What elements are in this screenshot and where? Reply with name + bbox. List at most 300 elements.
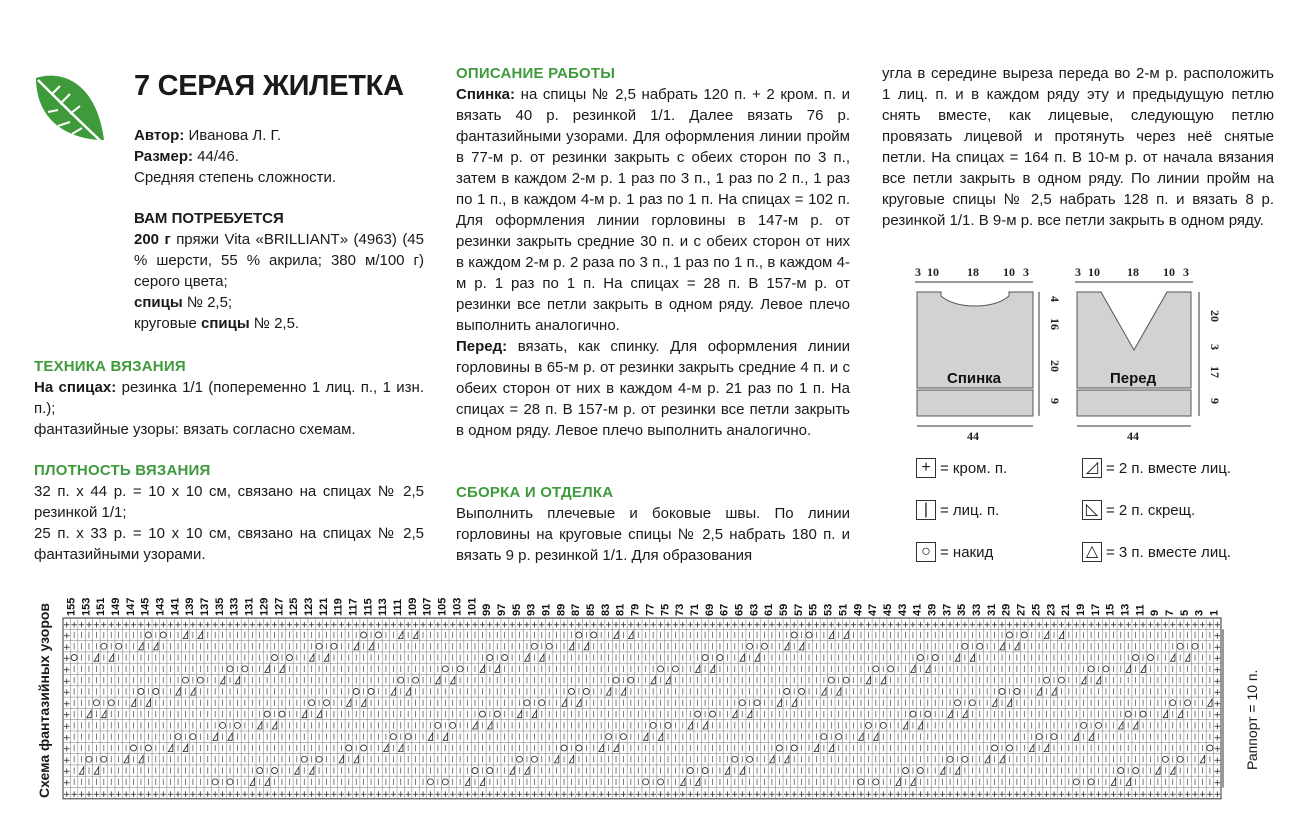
- legend-yarn-over: ○ = накид: [916, 542, 993, 562]
- back-side-dim-1: 4: [1048, 296, 1062, 302]
- chart-selvage-symbol: +: [827, 789, 836, 800]
- chart-selvage-symbol: +: [396, 620, 405, 631]
- chart-selvage-symbol: +: [1065, 789, 1073, 800]
- chart-selvage-symbol: +: [359, 620, 368, 631]
- chart-column-number: 35: [956, 603, 969, 616]
- chart-selvage-symbol: +: [159, 620, 167, 631]
- chart-column-number: 5: [1178, 609, 1191, 616]
- chart-selvage-symbol: +: [486, 620, 494, 631]
- chart-selvage-symbol: +: [77, 789, 86, 800]
- legend-selvage: + = кром. п.: [916, 458, 1007, 478]
- chart-selvage-symbol: +: [768, 789, 776, 800]
- chart-column-number: 155: [65, 597, 78, 616]
- chart-selvage-symbol: +: [1079, 789, 1088, 800]
- chart-selvage-symbol: +: [1102, 789, 1110, 800]
- chart-selvage-symbol: +: [716, 620, 724, 631]
- chart-selvage-symbol: +: [1139, 789, 1147, 800]
- chart-selvage-symbol: +: [886, 620, 895, 631]
- chart-selvage-symbol: +: [293, 620, 301, 631]
- chart-selvage-symbol: +: [1072, 789, 1081, 800]
- chart-selvage-symbol: +: [1117, 789, 1125, 800]
- chart-selvage-symbol: +: [983, 620, 991, 631]
- chart-selvage-symbol: +: [1139, 620, 1147, 631]
- chart-selvage-symbol: +: [634, 620, 643, 631]
- author-label: Автор:: [134, 127, 185, 144]
- back-side-dim-3: 20: [1048, 360, 1062, 372]
- circle-icon: ○: [916, 542, 936, 562]
- front-side-dim-2: 3: [1208, 344, 1222, 350]
- circular-value: № 2,5.: [249, 315, 300, 332]
- chart-selvage-symbol: +: [1035, 620, 1043, 631]
- chart-selvage-symbol: +: [968, 789, 977, 800]
- front-dim-top-1: 3: [1075, 265, 1081, 279]
- chart-selvage-symbol: +: [745, 789, 754, 800]
- chart-column-number: 37: [941, 603, 954, 616]
- chart-selvage-symbol: +: [189, 789, 197, 800]
- chart-selvage-symbol: +: [233, 620, 242, 631]
- chart-column-number: 63: [748, 603, 761, 616]
- chart-selvage-symbol: +: [189, 620, 197, 631]
- chart-selvage-symbol: +: [604, 789, 613, 800]
- chart-selvage-symbol: +: [144, 789, 153, 800]
- chart-selvage-symbol: +: [723, 620, 732, 631]
- chart-selvage-symbol: +: [508, 620, 516, 631]
- chart-selvage-symbol: +: [62, 665, 71, 676]
- plus-icon: +: [916, 458, 936, 478]
- technique-section: [34, 356, 424, 440]
- chart-selvage-symbol: +: [523, 620, 531, 631]
- chart-selvage-symbol: +: [322, 620, 331, 631]
- chart-selvage-symbol: +: [627, 789, 635, 800]
- chart-selvage-symbol: +: [641, 789, 650, 800]
- triangle-icon: △: [1082, 542, 1102, 562]
- chart-selvage-symbol: +: [248, 789, 257, 800]
- chart-selvage-symbol: +: [196, 789, 205, 800]
- chart-column-number: 45: [881, 603, 894, 616]
- chart-column-number: 55: [807, 603, 820, 616]
- chart-selvage-symbol: +: [486, 789, 494, 800]
- chart-selvage-symbol: +: [664, 789, 672, 800]
- chart-selvage-symbol: +: [812, 620, 821, 631]
- front-bottom-dim: 44: [1127, 429, 1139, 443]
- chart-selvage-symbol: +: [382, 620, 390, 631]
- chart-selvage-symbol: +: [693, 620, 702, 631]
- chart-selvage-symbol: +: [456, 620, 464, 631]
- author-value: Иванова Л. Г.: [184, 127, 281, 144]
- chart-column-number: 105: [436, 597, 449, 616]
- chart-selvage-symbol: +: [679, 620, 687, 631]
- chart-selvage-symbol: +: [85, 620, 93, 631]
- chart-selvage-symbol: +: [589, 789, 598, 800]
- chart-selvage-symbol: +: [62, 654, 71, 665]
- chart-selvage-symbol: +: [441, 789, 450, 800]
- chart-selvage-symbol: +: [916, 789, 925, 800]
- chart-selvage-symbol: +: [441, 620, 450, 631]
- chart-selvage-symbol: +: [85, 789, 93, 800]
- chart-column-number: 77: [644, 603, 657, 616]
- back-side-dim-4: 9: [1048, 398, 1062, 404]
- chart-selvage-symbol: +: [857, 620, 865, 631]
- chart-selvage-symbol: +: [656, 620, 665, 631]
- chart-column-number: 71: [688, 603, 701, 616]
- chart-selvage-symbol: +: [790, 620, 798, 631]
- front-dim-top-5: 3: [1183, 265, 1189, 279]
- chart-selvage-symbol: +: [1161, 789, 1170, 800]
- chart-selvage-symbol: +: [374, 620, 383, 631]
- chart-selvage-symbol: +: [478, 620, 487, 631]
- chart-selvage-symbol: +: [753, 789, 761, 800]
- assembly-continuation: [882, 63, 1274, 231]
- chart-selvage-symbol: +: [203, 789, 212, 800]
- chart-column-number: 137: [199, 597, 212, 616]
- chart-column-number: 39: [926, 603, 939, 616]
- chart-selvage-symbol: +: [1146, 789, 1155, 800]
- chart-selvage-symbol: +: [879, 620, 888, 631]
- chart-selvage-symbol: +: [805, 620, 813, 631]
- chart-selvage-symbol: +: [797, 620, 806, 631]
- chart-selvage-symbol: +: [1050, 620, 1058, 631]
- chart-column-number: 91: [540, 603, 553, 616]
- chart-column-number: 27: [1015, 603, 1028, 616]
- chart-selvage-symbol: +: [1005, 620, 1014, 631]
- chart-selvage-symbol: +: [1183, 789, 1192, 800]
- chart-selvage-symbol: +: [768, 620, 776, 631]
- chart-selvage-symbol: +: [879, 789, 888, 800]
- chart-selvage-symbol: +: [745, 620, 754, 631]
- chart-selvage-symbol: +: [241, 620, 249, 631]
- chart-selvage-symbol: +: [411, 789, 420, 800]
- chart-selvage-symbol: +: [530, 789, 539, 800]
- chart-column-number: 123: [302, 597, 315, 616]
- chart-column-number: 107: [421, 597, 434, 616]
- chart-selvage-symbol: +: [114, 789, 123, 800]
- circular-prefix: круговые: [134, 315, 201, 332]
- chart-selvage-symbol: +: [886, 789, 895, 800]
- chart-selvage-symbol: +: [315, 789, 323, 800]
- chart-column-number: 17: [1089, 603, 1102, 616]
- chart-selvage-symbol: +: [894, 789, 902, 800]
- chart-selvage-symbol: +: [330, 789, 338, 800]
- chart-selvage-symbol: +: [1154, 789, 1162, 800]
- chart-column-number: 89: [555, 603, 568, 616]
- density-line-1: 32 п. х 44 р. = 10 х 10 см, связано на спицах № 2,5 резинкой 1/1;: [34, 483, 424, 521]
- chart-selvage-symbol: +: [1027, 789, 1036, 800]
- needles-value: № 2,5;: [182, 294, 233, 311]
- chart-selvage-symbol: +: [1094, 789, 1103, 800]
- chart-selvage-symbol: +: [901, 620, 910, 631]
- chart-selvage-symbol: +: [664, 620, 672, 631]
- chart-selvage-symbol: +: [931, 789, 939, 800]
- chart-selvage-symbol: +: [1065, 620, 1073, 631]
- chart-selvage-symbol: +: [122, 789, 130, 800]
- chart-selvage-symbol: +: [582, 620, 591, 631]
- chart-selvage-symbol: +: [567, 620, 576, 631]
- chart-selvage-symbol: +: [1213, 755, 1222, 766]
- legend-k3tog: △ = 3 п. вместе лиц.: [1082, 542, 1231, 562]
- chart-selvage-symbol: +: [374, 789, 383, 800]
- legend-k2tog: ◿ = 2 п. вместе лиц.: [1082, 458, 1231, 478]
- chart-selvage-symbol: +: [1131, 789, 1140, 800]
- chart-selvage-symbol: +: [62, 631, 71, 642]
- chart-selvage-symbol: +: [924, 789, 932, 800]
- chart-selvage-symbol: +: [649, 620, 657, 631]
- chart-selvage-symbol: +: [1191, 789, 1199, 800]
- chart-column-number: 43: [896, 603, 909, 616]
- chart-selvage-symbol: +: [352, 620, 360, 631]
- assembly-text: Выполнить плечевые и боковые швы. По линии горловины на круговые спицы № 2,5 набрать 180 п. и вязать 9 р. резинкой 1/1. Для образования: [456, 505, 850, 564]
- chart-selvage-symbol: +: [129, 620, 138, 631]
- chart-selvage-symbol: +: [1213, 722, 1222, 732]
- chart-selvage-symbol: +: [1124, 620, 1132, 631]
- chart-selvage-symbol: +: [731, 620, 739, 631]
- chart-selvage-symbol: +: [62, 744, 71, 755]
- chart-selvage-symbol: +: [62, 642, 71, 653]
- chart-selvage-symbol: +: [1213, 733, 1222, 744]
- chart-selvage-symbol: +: [864, 620, 873, 631]
- chart-column-number: 15: [1104, 603, 1117, 616]
- chart-column-number: 145: [139, 597, 152, 616]
- chart-selvage-symbol: +: [552, 620, 561, 631]
- chart-selvage-symbol: +: [1154, 620, 1162, 631]
- chart-column-number: 87: [570, 603, 583, 616]
- chart-column-number: 49: [852, 603, 865, 616]
- back-dim-top-3: 18: [967, 265, 979, 279]
- chart-selvage-symbol: +: [100, 620, 108, 631]
- back-label: Спинка: [947, 370, 1002, 387]
- chart-column-number: 125: [288, 597, 301, 616]
- chart-selvage-symbol: +: [916, 620, 925, 631]
- chart-selvage-symbol: +: [523, 789, 531, 800]
- chart-selvage-symbol: +: [656, 789, 665, 800]
- chart-selvage-symbol: +: [701, 620, 709, 631]
- chart-selvage-symbol: +: [434, 620, 442, 631]
- chart-selvage-symbol: +: [426, 789, 435, 800]
- chart-selvage-symbol: +: [203, 620, 212, 631]
- chart-column-number: 19: [1074, 603, 1087, 616]
- article-title: 7 СЕРАЯ ЖИЛЕТКА: [134, 70, 404, 102]
- chart-selvage-symbol: +: [998, 789, 1006, 800]
- chart-selvage-symbol: +: [567, 789, 576, 800]
- chart-selvage-symbol: +: [924, 620, 932, 631]
- chart-selvage-symbol: +: [166, 620, 175, 631]
- chart-column-number: 141: [169, 597, 182, 616]
- chart-selvage-symbol: +: [144, 620, 153, 631]
- size-label: Размер:: [134, 148, 194, 165]
- chart-selvage-symbol: +: [404, 789, 412, 800]
- chart-selvage-symbol: +: [122, 620, 130, 631]
- chart-selvage-symbol: +: [293, 789, 301, 800]
- chart-column-number: 117: [347, 598, 360, 616]
- chart-selvage-symbol: +: [218, 789, 227, 800]
- chart-selvage-symbol: +: [589, 620, 598, 631]
- chart-selvage-symbol: +: [1213, 789, 1222, 800]
- chart-selvage-symbol: +: [322, 789, 331, 800]
- chart-column-number: 153: [80, 597, 93, 616]
- chart-selvage-symbol: +: [1213, 620, 1222, 631]
- chart-column-number: 61: [763, 603, 776, 616]
- chart-selvage-symbol: +: [842, 789, 850, 800]
- chart-selvage-symbol: +: [872, 789, 880, 800]
- description-heading: ОПИСАНИЕ РАБОТЫ: [456, 65, 616, 82]
- ssk-triangle-icon: ◺: [1082, 500, 1102, 520]
- chart-column-number: 111: [392, 598, 405, 616]
- chart-selvage-symbol: +: [612, 620, 620, 631]
- chart-selvage-symbol: +: [1013, 789, 1021, 800]
- chart-selvage-symbol: +: [1042, 620, 1051, 631]
- chart-column-number: 83: [599, 603, 612, 616]
- repeat-label: Раппорт = 10 п.: [1244, 669, 1260, 770]
- chart-selvage-symbol: +: [760, 789, 769, 800]
- back-dim-top-2: 10: [927, 265, 939, 279]
- chart-selvage-symbol: +: [278, 789, 286, 800]
- chart-selvage-symbol: +: [114, 620, 123, 631]
- chart-selvage-symbol: +: [211, 789, 219, 800]
- chart-selvage-symbol: +: [530, 620, 539, 631]
- chart-selvage-symbol: +: [938, 620, 947, 631]
- chart-selvage-symbol: +: [946, 620, 954, 631]
- chart-selvage-symbol: +: [857, 789, 865, 800]
- chart-selvage-symbol: +: [1213, 654, 1222, 665]
- chart-selvage-symbol: +: [619, 620, 628, 631]
- chart-selvage-symbol: +: [493, 620, 502, 631]
- chart-selvage-symbol: +: [1213, 699, 1222, 710]
- chart-selvage-symbol: +: [1109, 620, 1118, 631]
- back-bottom-dim: 44: [967, 429, 979, 443]
- needs-section: [134, 208, 424, 334]
- assembly-heading: СБОРКА И ОТДЕЛКА: [456, 484, 614, 501]
- chart-selvage-symbol: +: [975, 789, 984, 800]
- chart-selvage-symbol: +: [1161, 620, 1170, 631]
- yarn-amount: 200 г: [134, 231, 171, 248]
- chart-selvage-symbol: +: [92, 620, 101, 631]
- chart-column-number: 47: [867, 603, 880, 616]
- chart-selvage-symbol: +: [627, 620, 635, 631]
- chart-selvage-symbol: +: [62, 755, 71, 766]
- chart-selvage-symbol: +: [575, 620, 583, 631]
- chart-column-number: 79: [629, 603, 642, 616]
- chart-selvage-symbol: +: [152, 789, 160, 800]
- chart-selvage-symbol: +: [812, 789, 821, 800]
- chart-selvage-symbol: +: [1072, 620, 1081, 631]
- chart-selvage-symbol: +: [226, 620, 234, 631]
- chart-selvage-symbol: +: [1131, 620, 1140, 631]
- chart-selvage-symbol: +: [77, 620, 86, 631]
- chart-selvage-symbol: +: [471, 620, 479, 631]
- needs-heading: ВАМ ПОТРЕБУЕТСЯ: [134, 210, 284, 227]
- chart-selvage-symbol: +: [805, 789, 813, 800]
- chart-selvage-symbol: +: [775, 789, 784, 800]
- chart-selvage-symbol: +: [701, 789, 709, 800]
- chart-column-number: 97: [495, 603, 508, 616]
- chart-column-number: 121: [317, 597, 330, 616]
- chart-column-number: 29: [1000, 603, 1013, 616]
- chart-selvage-symbol: +: [990, 789, 999, 800]
- front-side-dim-4: 9: [1208, 398, 1222, 404]
- chart-selvage-symbol: +: [337, 789, 346, 800]
- chart-selvage-symbol: +: [953, 789, 962, 800]
- chart-selvage-symbol: +: [760, 620, 769, 631]
- size-value: 44/46.: [193, 148, 239, 165]
- chart-column-number: 69: [703, 603, 716, 616]
- chart-selvage-symbol: +: [1191, 620, 1199, 631]
- chart-selvage-symbol: +: [597, 789, 605, 800]
- chart-selvage-symbol: +: [107, 789, 116, 800]
- knit-bar-icon: |: [916, 500, 936, 520]
- chart-selvage-symbol: +: [693, 789, 702, 800]
- chart-selvage-symbol: +: [1027, 620, 1036, 631]
- chart-selvage-symbol: +: [478, 789, 487, 800]
- chart-selvage-symbol: +: [552, 789, 561, 800]
- chart-selvage-symbol: +: [1198, 789, 1207, 800]
- chart-column-number: 53: [822, 603, 835, 616]
- chart-selvage-symbol: +: [560, 620, 568, 631]
- chart-selvage-symbol: +: [352, 789, 360, 800]
- assembly-section: [456, 482, 850, 566]
- chart-selvage-symbol: +: [716, 789, 724, 800]
- difficulty: Средняя степень сложности.: [134, 169, 337, 186]
- density-heading: ПЛОТНОСТЬ ВЯЗАНИЯ: [34, 462, 211, 479]
- chart-selvage-symbol: +: [181, 620, 190, 631]
- chart-selvage-symbol: +: [62, 733, 71, 744]
- chart-column-number: 41: [911, 603, 924, 616]
- chart-selvage-symbol: +: [1124, 789, 1132, 800]
- chart-selvage-symbol: +: [938, 789, 947, 800]
- chart-selvage-symbol: +: [1094, 620, 1103, 631]
- chart-selvage-symbol: +: [983, 789, 991, 800]
- chart-column-number: 101: [466, 597, 479, 616]
- chart-selvage-symbol: +: [708, 789, 717, 800]
- chart-column-number: 147: [124, 597, 137, 616]
- chart-selvage-symbol: +: [775, 620, 784, 631]
- chart-selvage-symbol: +: [345, 789, 353, 800]
- chart-selvage-symbol: +: [278, 620, 286, 631]
- chart-selvage-symbol: +: [419, 789, 427, 800]
- chart-column-number: 67: [718, 603, 731, 616]
- chart-selvage-symbol: +: [894, 620, 902, 631]
- chart-selvage-symbol: +: [92, 789, 101, 800]
- chart-selvage-symbol: +: [1005, 789, 1014, 800]
- chart-selvage-symbol: +: [270, 620, 279, 631]
- chart-column-number: 23: [1045, 603, 1058, 616]
- chart-selvage-symbol: +: [367, 789, 375, 800]
- on-needles-label: На спицах:: [34, 379, 117, 396]
- chart-selvage-symbol: +: [753, 620, 761, 631]
- chart-selvage-symbol: +: [1057, 789, 1066, 800]
- chart-selvage-symbol: +: [708, 620, 717, 631]
- chart-selvage-symbol: +: [107, 620, 116, 631]
- chart-column-number: 75: [659, 603, 672, 616]
- garment-diagrams: [905, 262, 1245, 447]
- chart-selvage-symbol: +: [1213, 710, 1222, 721]
- chart-column-number: 99: [481, 603, 494, 616]
- chart-selvage-symbol: +: [515, 789, 524, 800]
- chart-selvage-symbol: +: [968, 620, 977, 631]
- chart-selvage-symbol: +: [1117, 620, 1125, 631]
- chart-selvage-symbol: +: [211, 620, 219, 631]
- chart-selvage-symbol: +: [1146, 620, 1155, 631]
- chart-selvage-symbol: +: [448, 789, 457, 800]
- yarn-text: пряжи Vita «BRILLIANT» (4963) (45 % шерсти, 55 % акрила; 380 м/100 г) серого цвета;: [134, 231, 424, 290]
- chart-selvage-symbol: +: [62, 688, 71, 699]
- chart-selvage-symbol: +: [434, 789, 442, 800]
- chart-selvage-symbol: +: [62, 722, 71, 732]
- assembly-continuation-text: угла в середине выреза переда во 2-м р. расположить 1 лиц. п. и в каждом ряду эту и предыдущую петлю снять вместе, как лицевые, следующую петлю провязать лицевой и протянуть через неё снятые петли. На спицах = 164 п. В 10-м р. от начала вязания все петли закрыть в одном ряду. По линии пройм на круговые спицы № 2,5 набрать 128 п. и вязать 8 р. резинкой 1/1. В 9-м р. все петли закрыть в одном ряду.: [882, 65, 1274, 229]
- front-side-dim-1: 20: [1208, 310, 1222, 322]
- chart-selvage-symbol: +: [1206, 789, 1214, 800]
- chart-column-number: 7: [1164, 609, 1177, 616]
- chart-selvage-symbol: +: [367, 620, 375, 631]
- chart-selvage-symbol: +: [285, 620, 294, 631]
